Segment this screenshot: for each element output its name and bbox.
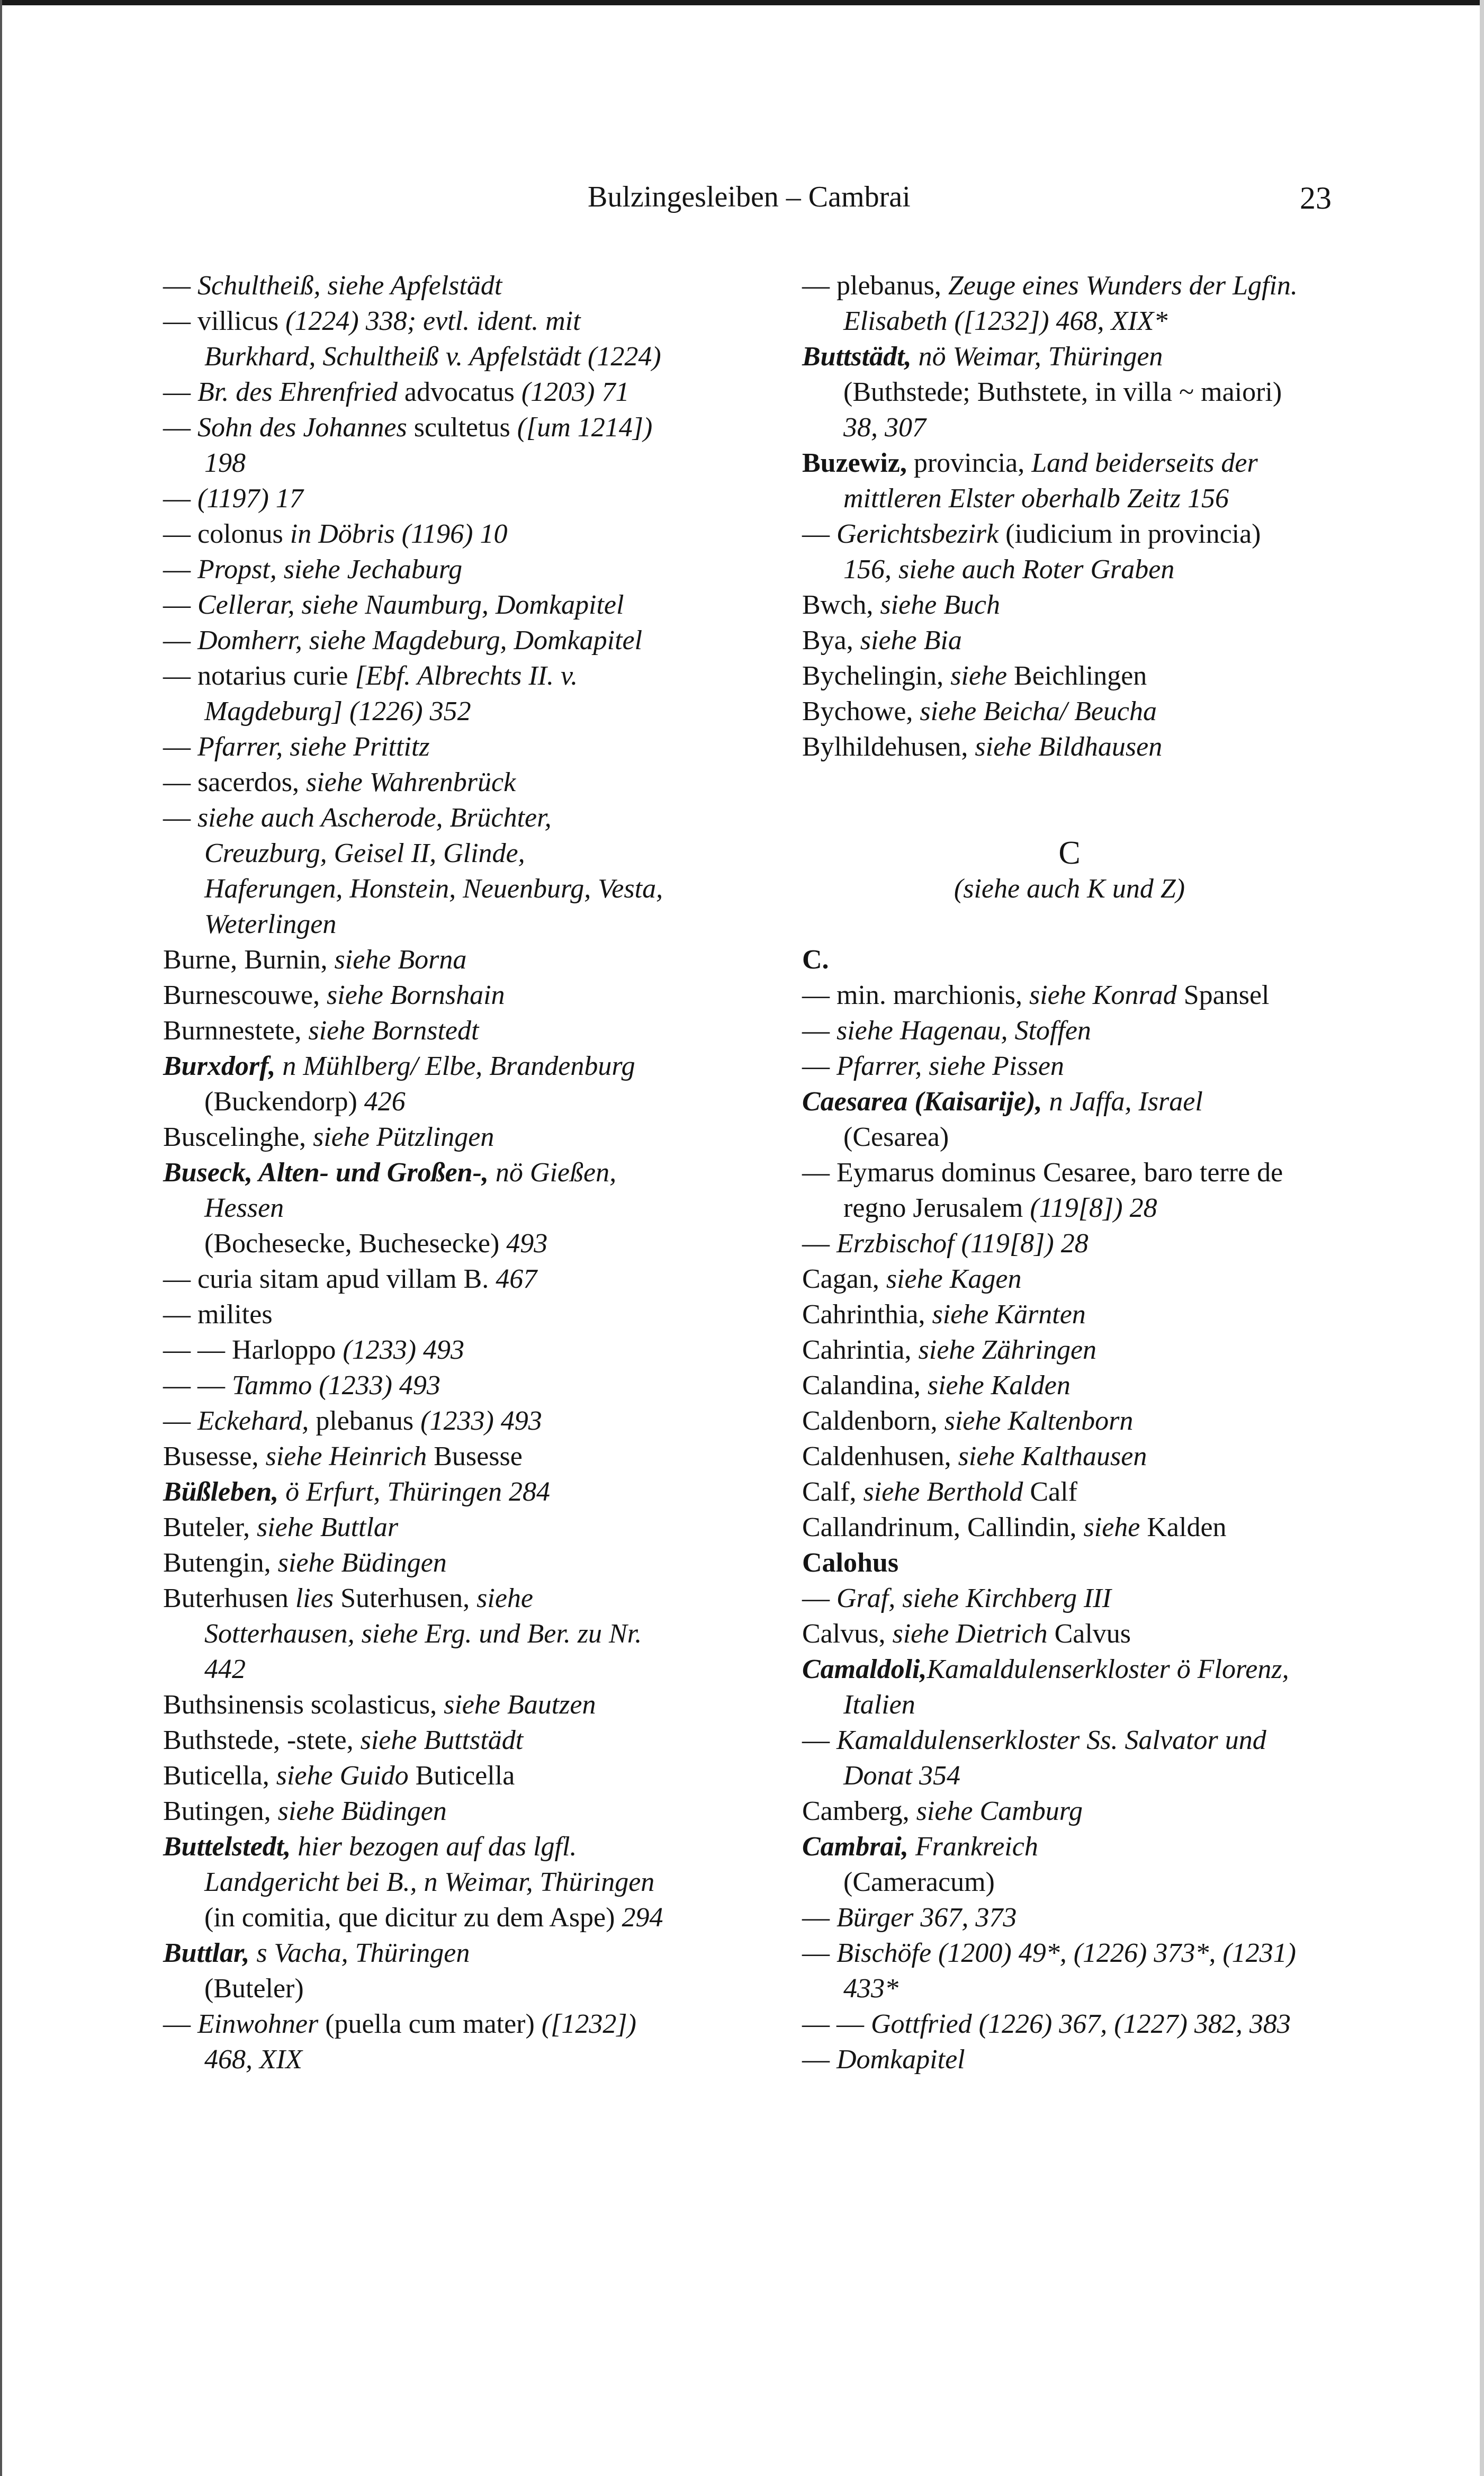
index-line: Calvus, siehe Dietrich Calvus <box>802 1619 1131 1649</box>
index-line: — plebanus, Zeuge eines Wunders der Lgfin. <box>802 271 1298 301</box>
index-line: Calohus <box>802 1548 899 1578</box>
index-line: Creuzburg, Geisel II, Glinde, <box>204 838 525 868</box>
index-line: Elisabeth ([1232]) 468, XIX* <box>843 306 1168 336</box>
index-line: regno Jerusalem (119[8]) 28 <box>843 1193 1157 1223</box>
left-column <box>163 268 708 2077</box>
index-line: — Schultheiß, siehe Apfelstädt <box>163 271 502 301</box>
index-line: 468, XIX <box>204 2044 302 2075</box>
index-line: — Kamaldulenserkloster Ss. Salvator und <box>802 1725 1266 1755</box>
index-line: Sotterhausen, siehe Erg. und Ber. zu Nr. <box>204 1619 642 1649</box>
index-line: 442 <box>204 1654 246 1684</box>
index-line: — siehe auch Ascherode, Brüchter, <box>163 803 552 833</box>
index-line: — colonus in Döbris (1196) 10 <box>163 519 508 549</box>
left-scan-edge <box>0 0 2 2476</box>
index-line: — — Gottfried (1226) 367, (1227) 382, 383 <box>802 2009 1291 2039</box>
index-line: Cagan, siehe Kagen <box>802 1264 1022 1294</box>
index-line: — — Harloppo (1233) 493 <box>163 1335 465 1365</box>
index-line: Camaldoli,Kamaldulenserkloster ö Florenz, <box>802 1654 1289 1684</box>
index-line: Bylhildehusen, siehe Bildhausen <box>802 732 1163 762</box>
index-line: Burnescouwe, siehe Bornshain <box>163 980 505 1010</box>
index-line: Donat 354 <box>843 1761 960 1791</box>
index-line: 156, siehe auch Roter Graben <box>843 554 1175 585</box>
index-line: — Eymarus dominus Cesaree, baro terre de <box>802 1158 1283 1188</box>
index-line: — — Tammo (1233) 493 <box>163 1370 440 1401</box>
index-line: Bya, siehe Bia <box>802 625 962 656</box>
index-line: — Bischöfe (1200) 49*, (1226) 373*, (1231) <box>802 1938 1296 1968</box>
index-line: Buscelinghe, siehe Pützlingen <box>163 1122 494 1152</box>
section-gap <box>802 765 1337 836</box>
index-line: Butengin, siehe Büdingen <box>163 1548 447 1578</box>
index-line: Buthsinensis scolasticus, siehe Bautzen <box>163 1690 596 1720</box>
index-line: Bwch, siehe Buch <box>802 590 1001 620</box>
index-line: Buseck, Alten- und Großen-, nö Gießen, <box>163 1158 617 1188</box>
index-line: C. <box>802 945 829 975</box>
right-column <box>802 268 1337 2077</box>
index-line: Buthstede, -stete, siehe Buttstädt <box>163 1725 524 1755</box>
index-line: Buttstädt, nö Weimar, Thüringen <box>802 342 1163 372</box>
index-line: Buttlar, s Vacha, Thüringen <box>163 1938 470 1968</box>
index-line: — Pfarrer, siehe Prittitz <box>163 732 430 762</box>
index-line: 38, 307 <box>843 412 926 443</box>
section-letter-heading: C <box>1058 835 1081 871</box>
index-line: Caldenhusen, siehe Kalthausen <box>802 1441 1147 1472</box>
index-line: Cambrai, Frankreich <box>802 1832 1038 1862</box>
index-line: — Cellerar, siehe Naumburg, Domkapitel <box>163 590 624 620</box>
index-line: 433* <box>843 1973 898 2004</box>
index-line: Bychowe, siehe Beicha/ Beucha <box>802 696 1157 726</box>
index-line: — Einwohner (puella cum mater) ([1232]) <box>163 2009 636 2039</box>
index-line: Caldenborn, siehe Kaltenborn <box>802 1406 1134 1436</box>
index-line: Buteler, siehe Buttlar <box>163 1512 399 1542</box>
section-gap <box>802 907 1337 942</box>
index-line: Weterlingen <box>204 909 337 939</box>
index-line: Haferungen, Honstein, Neuenburg, Vesta, <box>204 874 663 904</box>
index-line: Burne, Burnin, siehe Borna <box>163 945 467 975</box>
top-border <box>0 0 1484 5</box>
index-line: (Buthstede; Buthstete, in villa ~ maiori) <box>843 377 1282 407</box>
index-line: Calf, siehe Berthold Calf <box>802 1477 1077 1507</box>
index-line: — milites <box>163 1299 273 1330</box>
index-line: — Domherr, siehe Magdeburg, Domkapitel <box>163 625 643 656</box>
index-line: — curia sitam apud villam B. 467 <box>163 1264 537 1294</box>
index-line: Camberg, siehe Camburg <box>802 1796 1083 1826</box>
index-line: Bychelingin, siehe Beichlingen <box>802 661 1147 691</box>
index-line: Caesarea (Kaisarije), n Jaffa, Israel <box>802 1087 1203 1117</box>
index-line: — (1197) 17 <box>163 483 303 514</box>
index-line: (Buteler) <box>204 1973 304 2004</box>
index-line: — siehe Hagenau, Stoffen <box>802 1016 1091 1046</box>
index-line: Magdeburg] (1226) 352 <box>204 696 471 726</box>
index-line: Hessen <box>204 1193 284 1223</box>
index-line: Cahrintia, siehe Zähringen <box>802 1335 1097 1365</box>
index-line: — Domkapitel <box>802 2044 965 2075</box>
page-number: 23 <box>1300 181 1332 216</box>
index-line: Buterhusen lies Suterhusen, siehe <box>163 1583 533 1613</box>
index-line: — min. marchionis, siehe Konrad Spansel <box>802 980 1270 1010</box>
index-line: (Buckendorp) 426 <box>204 1087 406 1117</box>
index-line: (Bochesecke, Buchesecke) 493 <box>204 1228 548 1259</box>
index-line: Buttelstedt, hier bezogen auf das lgfl. <box>163 1832 577 1862</box>
index-line: Burnnestete, siehe Bornstedt <box>163 1016 479 1046</box>
index-line: — Bürger 367, 373 <box>802 1903 1017 1933</box>
index-line: Burxdorf, n Mühlberg/ Elbe, Brandenburg <box>163 1051 635 1081</box>
index-line: 198 <box>204 448 246 478</box>
index-line: — sacerdos, siehe Wahrenbrück <box>163 767 516 797</box>
index-line: Busesse, siehe Heinrich Busesse <box>163 1441 523 1472</box>
index-line: (Cesarea) <box>843 1122 949 1152</box>
running-header: Bulzingesleiben – Cambrai <box>588 181 911 213</box>
index-line: Buticella, siehe Guido Buticella <box>163 1761 515 1791</box>
index-line: mittleren Elster oberhalb Zeitz 156 <box>843 483 1229 514</box>
index-line: — Erzbischof (119[8]) 28 <box>802 1228 1089 1259</box>
index-line: Calandina, siehe Kalden <box>802 1370 1071 1401</box>
index-line: Büßleben, ö Erfurt, Thüringen 284 <box>163 1477 550 1507</box>
index-line: — notarius curie [Ebf. Albrechts II. v. <box>163 661 578 691</box>
index-line: — villicus (1224) 338; evtl. ident. mit <box>163 306 581 336</box>
section-letter-subheading: (siehe auch K und Z) <box>954 874 1185 904</box>
index-line: — Pfarrer, siehe Pissen <box>802 1051 1064 1081</box>
index-line: — Propst, siehe Jechaburg <box>163 554 463 585</box>
index-line: Landgericht bei B., n Weimar, Thüringen <box>204 1867 655 1897</box>
index-line: Italien <box>843 1690 915 1720</box>
index-line: (in comitia, que dicitur zu dem Aspe) 294 <box>204 1903 663 1933</box>
index-line: — Sohn des Johannes scultetus ([um 1214]) <box>163 412 653 443</box>
index-line: Callandrinum, Callindin, siehe Kalden <box>802 1512 1227 1542</box>
index-line: Buzewiz, provincia, Land beiderseits der <box>802 448 1258 478</box>
index-line: Butingen, siehe Büdingen <box>163 1796 447 1826</box>
index-line: — Br. des Ehrenfried advocatus (1203) 71 <box>163 377 629 407</box>
right-scan-edge <box>1480 0 1484 2476</box>
index-line: Burkhard, Schultheiß v. Apfelstädt (1224) <box>204 342 661 372</box>
index-line: — Gerichtsbezirk (iudicium in provincia) <box>802 519 1261 549</box>
index-line: — Graf, siehe Kirchberg III <box>802 1583 1111 1613</box>
index-line: Cahrinthia, siehe Kärnten <box>802 1299 1086 1330</box>
index-line: (Cameracum) <box>843 1867 995 1897</box>
index-line: — Eckehard, plebanus (1233) 493 <box>163 1406 542 1436</box>
